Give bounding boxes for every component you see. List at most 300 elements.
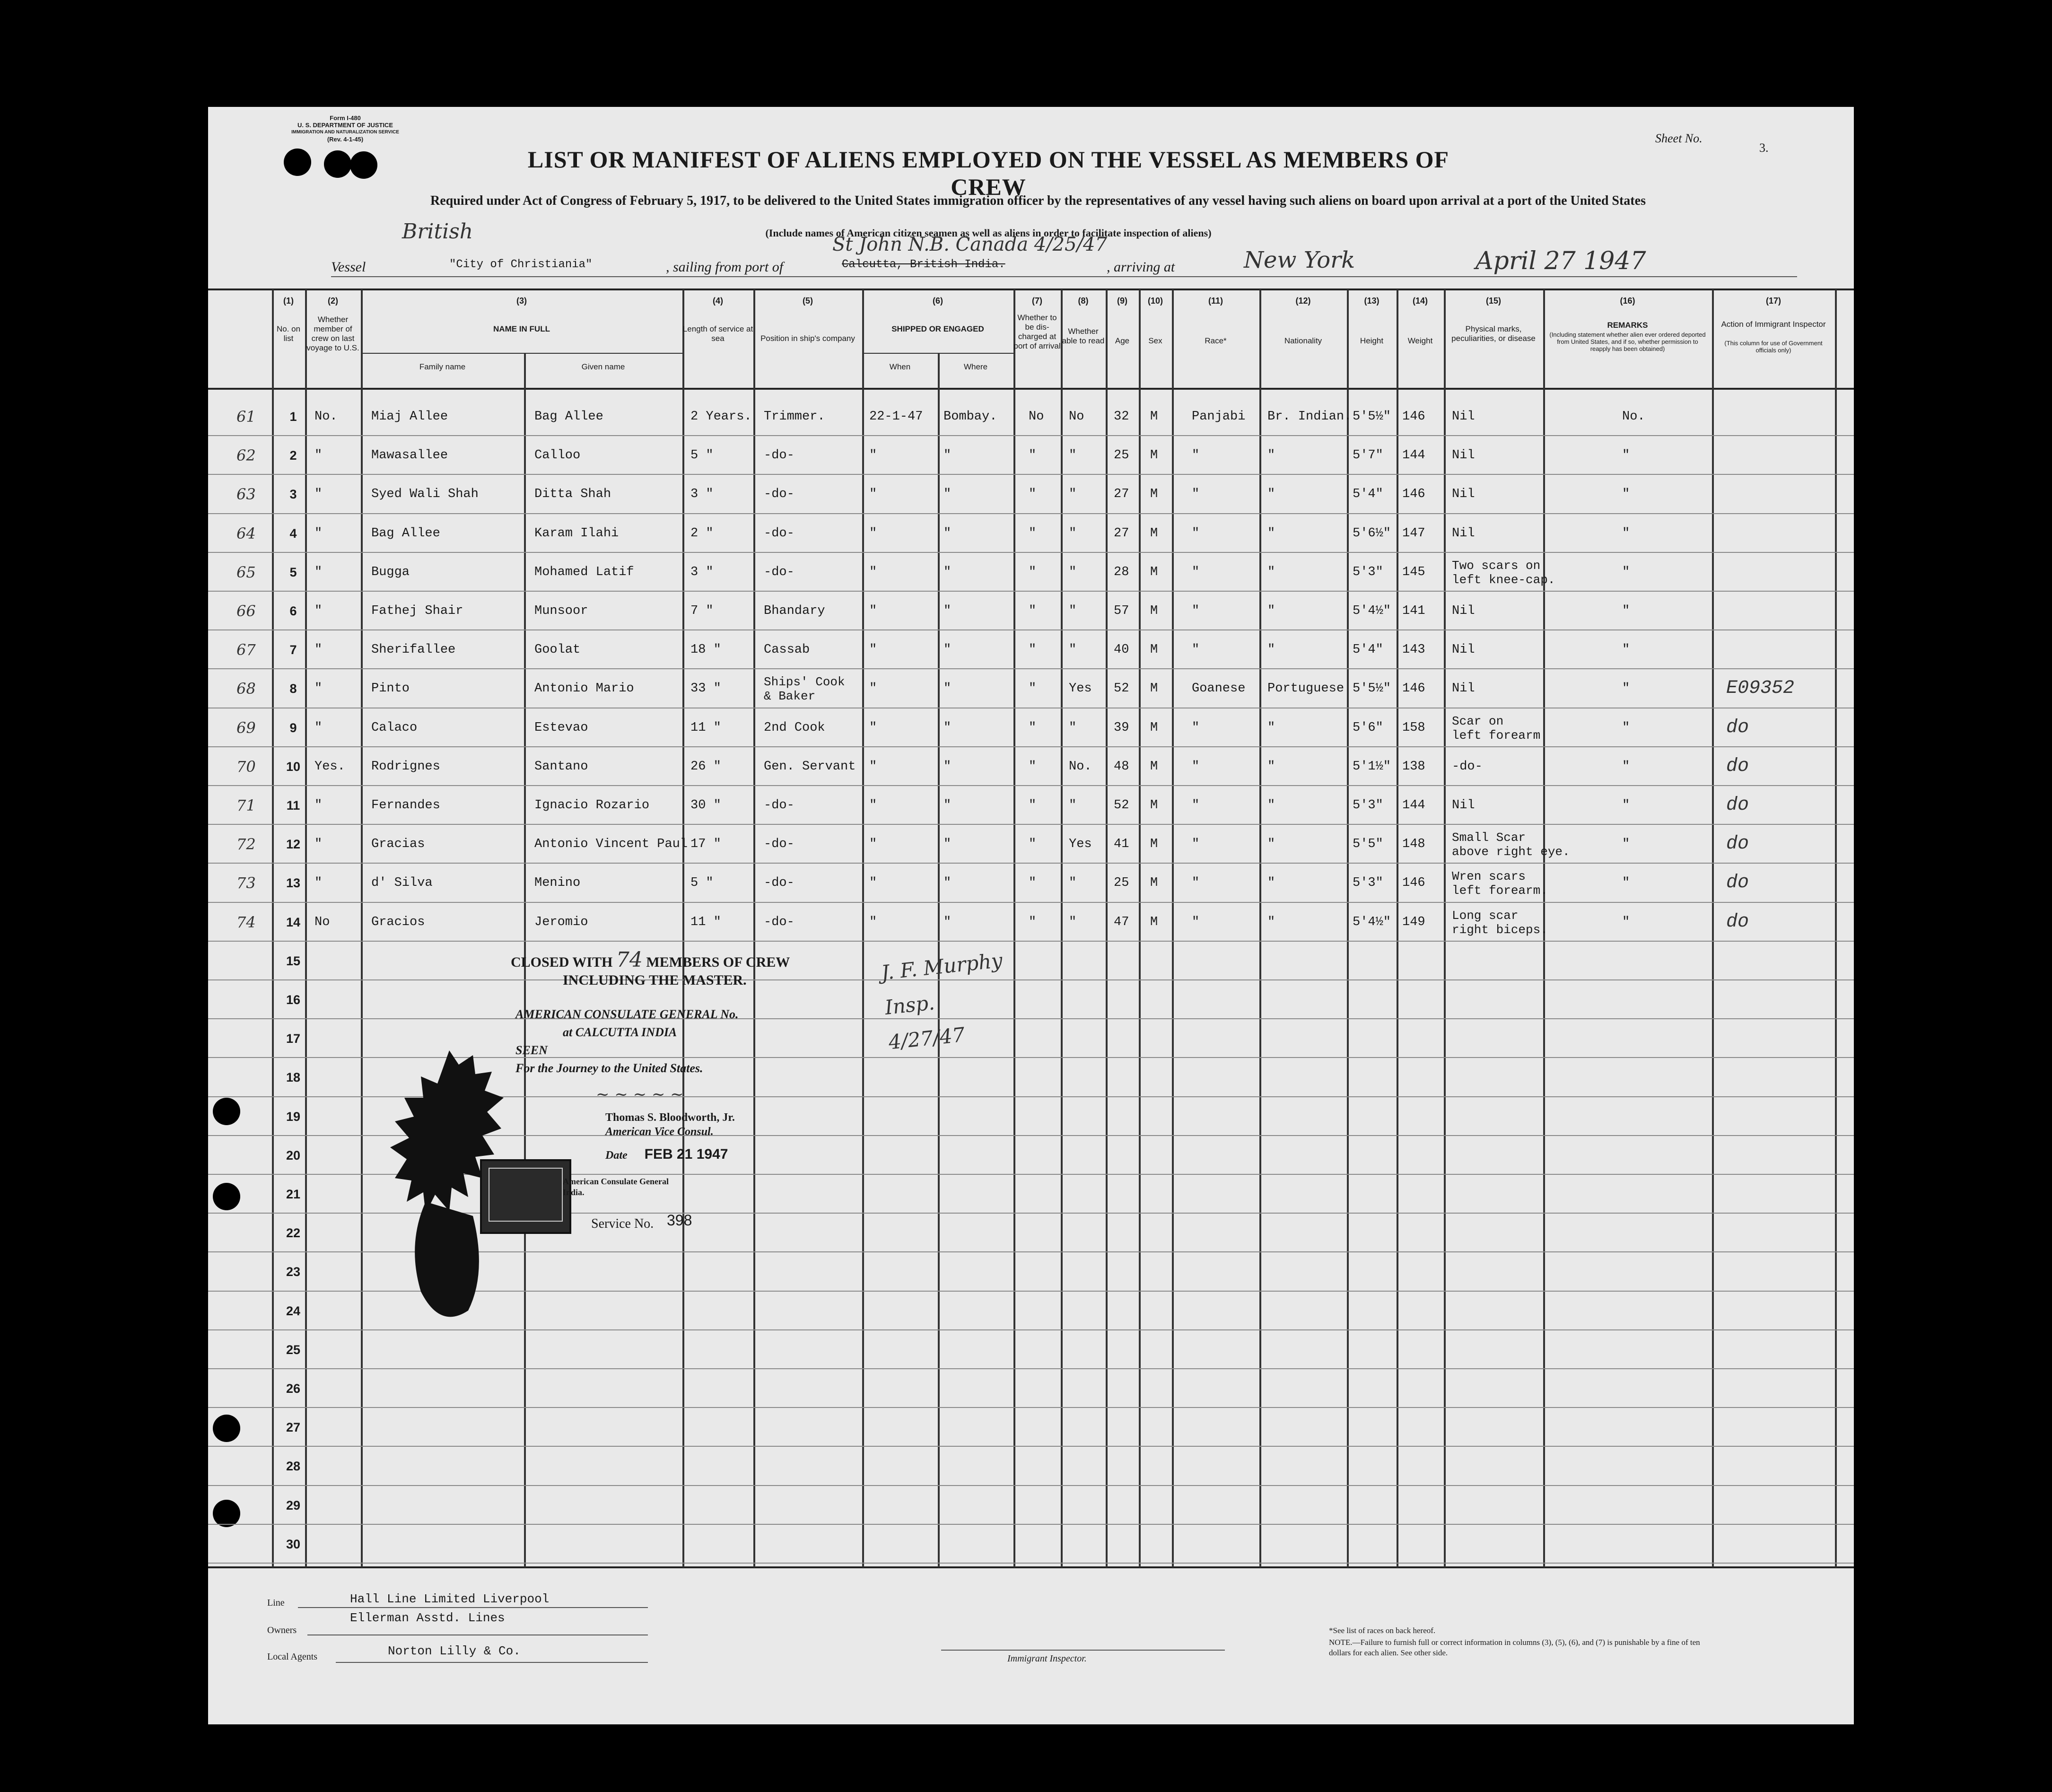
nationality-cell: " [1267,565,1275,579]
action-cell: E09352 [1726,678,1795,699]
subtitle: Required under Act of Congress of February 5, 1917, to be delivered to the United States immigration officer by the representatives of any vessel having such aliens on board upon arrival at a port of the United States [430,193,1646,208]
discharged-cell: " [1029,682,1037,696]
family-name-cell: Syed Wali Shah [371,487,479,502]
physical-marks-cell: Small Scar above right eye. [1452,830,1570,859]
weight-cell: 149 [1402,915,1425,929]
shipped-when-cell: " [869,837,877,852]
row-number: 21 [286,1187,301,1201]
remarks-cell: No. [1622,410,1645,424]
margin-number: 71 [236,796,256,814]
position-cell: Cassab [764,643,810,657]
column-divider [1444,289,1446,1567]
shipped-where-cell: " [943,798,952,813]
sex-cell: M [1150,682,1158,696]
fee-stamp [480,1159,571,1234]
age-cell: 57 [1114,604,1129,618]
vessel-label: Vessel [331,259,366,275]
rownum-cell: 13 [286,876,301,891]
race-cell: " [1192,487,1200,502]
port-from: Calcutta, British India. [842,258,1005,271]
position-cell: -do- [764,915,795,929]
family-name-cell: Fathej Shair [371,604,463,618]
shipped-when-cell: " [869,565,877,579]
height-cell: 5'6" [1353,720,1383,735]
row-number: 22 [286,1226,301,1241]
stamp-place: India. [563,1188,585,1197]
shipped-when-cell: 22-1-47 [869,410,923,424]
vessel-flag: British [402,219,473,244]
read-cell: " [1069,720,1077,735]
position-cell: -do- [764,837,795,852]
age-cell: 40 [1114,643,1129,657]
nationality-cell: " [1267,526,1275,541]
include-note: (Include names of American citizen seamen as well as aliens in order to facilitate inspection of aliens) [765,227,1212,239]
age-cell: 39 [1114,720,1129,735]
margin-number: 62 [236,446,256,465]
consul-name: Thomas S. Bloodworth, Jr. [605,1111,735,1124]
rownum-cell: 4 [289,526,297,541]
given-name-cell: Karam Ilahi [534,526,619,541]
position-cell: -do- [764,798,795,813]
sex-cell: M [1150,798,1158,813]
height-cell: 5'3" [1353,565,1383,579]
sex-cell: M [1150,837,1158,852]
nationality-cell: Br. Indian. [1267,410,1352,424]
column-divider [1835,289,1837,1567]
line-label: Line [267,1598,285,1608]
arrival-date: April 27 1947 [1476,247,1646,275]
remarks-cell: " [1622,876,1630,891]
subheader-rule [361,353,682,354]
col-header-read: Whether able to read [1062,327,1105,345]
form-number: Form I-480 [330,114,361,122]
col-header-where: Where [963,362,988,371]
shipped-when-cell: " [869,915,877,929]
weight-cell: 138 [1402,759,1425,774]
col-num: (7) [1032,296,1042,306]
height-cell: 5'1½" [1353,759,1391,774]
row-number: 20 [286,1148,301,1163]
service-cell: 5 " [690,448,714,463]
race-cell: " [1192,759,1200,774]
position-cell: -do- [764,876,795,891]
rownum-cell: 3 [289,487,297,502]
shipped-where-cell: " [943,565,952,579]
rownum-cell: 9 [289,720,297,735]
consul-block [605,1110,832,1163]
family-name-cell: Sherifallee [371,643,456,657]
sex-cell: M [1150,604,1158,618]
read-cell: " [1069,915,1077,929]
row-rule [208,902,1854,903]
last-voyage-cell: " [314,720,323,735]
height-cell: 5'3" [1353,798,1383,813]
column-divider [1013,289,1015,1567]
height-cell: 5'4½" [1353,604,1391,618]
row-number: 28 [286,1459,301,1474]
department: U. S. DEPARTMENT OF JUSTICE [297,122,393,129]
nationality-cell: " [1267,448,1275,463]
remarks-cell: " [1622,487,1630,502]
service-cell: 3 " [690,565,714,579]
given-name-cell: Goolat [534,643,581,657]
column-divider [1712,289,1714,1567]
row-number: 16 [286,993,301,1007]
read-cell: " [1069,876,1077,891]
position-cell: Trimmer. [764,410,825,424]
punch-hole [213,1415,240,1442]
discharged-cell: " [1029,876,1037,891]
nationality-cell: " [1267,720,1275,735]
height-cell: 5'5½" [1353,410,1391,424]
last-voyage-cell: No [314,915,330,929]
row-number: 24 [286,1303,301,1318]
vessel-underline [331,276,1797,277]
remarks-cell: " [1622,798,1630,813]
col-num: (2) [328,296,338,306]
col-header-when: When [889,362,911,371]
row-rule [208,1524,1854,1525]
race-cell: " [1192,565,1200,579]
column-divider [1172,289,1174,1567]
service-cell: 33 " [690,682,721,696]
shipped-where-cell: " [943,643,952,657]
last-voyage-cell: " [314,876,323,891]
shipped-where-cell: " [943,448,952,463]
rownum-cell: 10 [286,759,301,774]
service-no: 398 [667,1212,692,1229]
members-of-crew: MEMBERS OF CREW [646,954,790,970]
weight-cell: 144 [1402,798,1425,813]
weight-cell: 147 [1402,526,1425,541]
row-rule [208,513,1854,514]
col-num: (12) [1295,296,1311,306]
margin-number: 70 [236,757,256,776]
column-divider [862,289,864,1567]
given-name-cell: Jeromio [534,915,588,929]
col-header-family-name: Family name [419,362,466,371]
including-master: INCLUDING THE MASTER. [563,972,747,988]
physical-marks-cell: Nil [1452,604,1475,618]
family-name-cell: Mawasallee [371,448,448,463]
col-header-nationality: Nationality [1284,336,1322,345]
height-cell: 5'5" [1353,837,1383,852]
discharged-cell: " [1029,487,1037,502]
read-cell: " [1069,565,1077,579]
col-num: (9) [1117,296,1127,306]
nationality-cell: " [1267,759,1275,774]
punch-hole [350,151,377,179]
age-cell: 52 [1114,798,1129,813]
rownum-cell: 12 [286,837,301,852]
family-name-cell: Bugga [371,565,410,579]
service-cell: 11 " [690,720,721,735]
revision: (Rev. 4-1-45) [327,136,364,143]
row-number: 25 [286,1342,301,1357]
race-cell: Goanese [1192,682,1246,696]
age-cell: 48 [1114,759,1129,774]
shipped-when-cell: " [869,604,877,618]
rownum-cell: 1 [289,410,297,424]
remarks-cell: " [1622,720,1630,735]
column-divider [1259,289,1261,1567]
col-num: (1) [283,296,294,306]
column-divider [1397,289,1398,1567]
row-rule [208,474,1854,475]
service-cell: 5 " [690,876,714,891]
discharged-cell: " [1029,448,1037,463]
discharged-cell: " [1029,759,1037,774]
closing-line [511,948,842,972]
col-header-action-note: (This column for use of Government officials only) [1724,340,1823,354]
physical-marks-cell: Two scars on left knee-cap. [1452,558,1555,587]
service-cell: 11 " [690,915,721,929]
punch-hole [324,150,351,178]
row-number: 30 [286,1537,301,1551]
table-bottom-rule [208,1566,1854,1568]
sailing-label: , sailing from port of [666,259,784,275]
age-cell: 52 [1114,682,1129,696]
margin-number: 72 [236,835,256,854]
given-name-cell: Calloo [534,448,581,463]
margin-number: 65 [236,563,256,581]
col-num: (13) [1364,296,1380,306]
last-voyage-cell: " [314,643,323,657]
shipped-where-cell: " [943,487,952,502]
row-number: 26 [286,1381,301,1396]
remarks-cell: " [1622,604,1630,618]
shipped-when-cell: " [869,643,877,657]
discharged-cell: " [1029,798,1037,813]
service-cell: 26 " [690,759,721,774]
given-name-cell: Ignacio Rozario [534,798,650,813]
inspector-signature: J. F. Murphy Insp. 4/27/47 [880,948,1004,1054]
nationality-cell: " [1267,643,1275,657]
read-cell: " [1069,604,1077,618]
discharged-cell: " [1029,643,1037,657]
consulate-location: at CALCUTTA INDIA [563,1025,677,1039]
weight-cell: 141 [1402,604,1425,618]
column-divider [361,289,363,1567]
row-rule [208,1407,1854,1408]
inspector-label: Immigrant Inspector. [1007,1653,1087,1664]
inspector-rule [941,1650,1225,1651]
col-num: (8) [1078,296,1089,306]
family-name-cell: Gracios [371,915,425,929]
col-num: (3) [516,296,527,306]
shipped-where-cell: " [943,759,952,774]
sheet-number: 3. [1759,141,1769,155]
weight-cell: 144 [1402,448,1425,463]
closed-with: CLOSED WITH [511,954,613,970]
last-voyage-cell: " [314,448,323,463]
action-cell: do [1726,755,1749,777]
shipped-when-cell: " [869,682,877,696]
sex-cell: M [1150,487,1158,502]
weight-cell: 143 [1402,643,1425,657]
footer-rule [336,1662,648,1663]
row-rule [208,591,1854,592]
col-num: (6) [933,296,943,306]
column-divider [1347,289,1349,1567]
race-cell: " [1192,876,1200,891]
stamp-text: American Consulate General [563,1177,669,1186]
col-num: (14) [1412,296,1428,306]
col-header-service: Length of service at sea [682,324,753,343]
nationality-cell: Portuguese [1267,682,1345,696]
nationality-cell: " [1267,876,1275,891]
col-header-height: Height [1360,336,1384,345]
row-rule [208,1485,1854,1486]
physical-marks-cell: Nil [1452,682,1475,696]
fine-note: NOTE.—Failure to furnish full or correct information in columns (3), (5), (6), and (7) is punishable by a fine of ten dollars for each alien. See other side. [1329,1638,1700,1657]
column-divider [682,289,684,1567]
page-title: LIST OR MANIFEST OF ALIENS EMPLOYED ON THE VESSEL AS MEMBERS OF CREW [527,146,1449,200]
physical-marks-cell: Wren scars left forearm. [1452,869,1548,898]
margin-number: 63 [236,485,256,504]
family-name-cell: d' Silva [371,876,433,891]
sex-cell: M [1150,410,1158,424]
row-rule [208,863,1854,864]
last-voyage-cell: " [314,798,323,813]
remarks-cell: " [1622,526,1630,541]
read-cell: " [1069,487,1077,502]
col-num: (16) [1620,296,1635,306]
shipped-where-cell: Bombay. [943,410,997,424]
physical-marks-cell: Nil [1452,643,1475,657]
given-name-cell: Antonio Vincent Paul [534,837,688,852]
service-name: IMMIGRATION AND NATURALIZATION SERVICE [291,130,399,135]
race-cell: " [1192,448,1200,463]
row-rule [208,824,1854,825]
last-voyage-cell: Yes. [314,759,345,774]
column-divider [1061,289,1063,1567]
family-name-cell: Pinto [371,682,410,696]
physical-marks-cell: -do- [1452,759,1483,774]
read-cell: No. [1069,759,1092,774]
sex-cell: M [1150,643,1158,657]
consulate-no-label: No. [720,1007,739,1021]
column-divider [1139,289,1141,1567]
rownum-cell: 11 [286,798,300,813]
action-cell: do [1726,795,1749,816]
position-cell: -do- [764,565,795,579]
shipped-when-cell: " [869,876,877,891]
col-num: (5) [803,296,813,306]
sex-cell: M [1150,759,1158,774]
seen-label: SEEN [515,1043,548,1057]
service-label: Service No. [591,1216,654,1231]
position-cell: Gen. Servant [764,759,856,774]
family-name-cell: Gracias [371,837,425,852]
remarks-cell: " [1622,565,1630,579]
height-cell: 5'6½" [1353,526,1391,541]
given-name-cell: Munsoor [534,604,588,618]
form-id-block [274,114,416,143]
sex-cell: M [1150,915,1158,929]
margin-number: 67 [236,641,256,659]
age-cell: 41 [1114,837,1129,852]
given-name-cell: Mohamed Latif [534,565,634,579]
discharged-cell: " [1029,915,1037,929]
shipped-when-cell: " [869,526,877,541]
row-number: 27 [286,1420,301,1435]
row-rule [208,1368,1854,1369]
margin-number: 64 [236,524,256,542]
discharged-cell: " [1029,837,1037,852]
journey-label: For the Journey to the United States. [515,1061,703,1075]
arriving-label: , arriving at [1107,259,1175,275]
read-cell: " [1069,798,1077,813]
given-name-cell: Ditta Shah [534,487,611,502]
col-header-remarks-note: (Including statement whether alien ever ordered deported from United States, and if so, whether permission to reapply has been obtained) [1549,331,1706,352]
column-divider [1106,289,1108,1567]
consulate-block [515,1005,847,1077]
col-header-discharged: Whether to be dis-charged at port of arrival [1013,313,1061,350]
date-label: Date [605,1149,628,1162]
shipped-where-cell: " [943,526,952,541]
col-header-race: Race* [1205,336,1227,345]
given-name-cell: Santano [534,759,588,774]
weight-cell: 148 [1402,837,1425,852]
margin-number: 69 [236,718,256,737]
col-header-physical-marks: Physical marks, peculiarities, or disease [1451,324,1536,343]
row-number: 23 [286,1265,301,1279]
race-cell: " [1192,526,1200,541]
margin-number: 61 [236,408,256,426]
rownum-cell: 7 [289,643,297,657]
read-cell: " [1069,448,1077,463]
remarks-cell: " [1622,759,1630,774]
physical-marks-cell: Nil [1452,410,1475,424]
height-cell: 5'4" [1353,643,1383,657]
shipped-where-cell: " [943,682,952,696]
position-cell: -do- [764,448,795,463]
row-rule [208,552,1854,553]
col-num: (11) [1208,296,1223,306]
given-name-cell: Menino [534,876,581,891]
shipped-when-cell: " [869,448,877,463]
discharged-cell: " [1029,526,1037,541]
race-cell: Panjabi [1192,410,1246,424]
family-name-cell: Miaj Allee [371,410,448,424]
sex-cell: M [1150,876,1158,891]
punch-hole [284,149,311,176]
col-header-last-voyage: Whether member of crew on last voyage to U.S. [306,315,359,352]
discharged-cell: No [1029,410,1044,424]
punch-hole [213,1500,240,1527]
read-cell: Yes [1069,682,1092,696]
row-rule [208,746,1854,747]
rownum-cell: 2 [289,448,297,463]
row-rule [208,668,1854,669]
shipped-when-cell: " [869,759,877,774]
service-cell: 17 " [690,837,721,852]
physical-marks-cell: Long scar right biceps. [1452,908,1548,937]
physical-marks-cell: Nil [1452,448,1475,463]
row-rule [208,435,1854,436]
remarks-cell: " [1622,915,1630,929]
race-cell: " [1192,837,1200,852]
age-cell: 27 [1114,526,1129,541]
service-cell: 2 Years. [690,410,752,424]
family-name-cell: Calaco [371,720,418,735]
read-cell: No [1069,410,1084,424]
arriving-port: New York [1244,247,1355,273]
nationality-cell: " [1267,487,1275,502]
remarks-cell: " [1622,448,1630,463]
age-cell: 47 [1114,915,1129,929]
